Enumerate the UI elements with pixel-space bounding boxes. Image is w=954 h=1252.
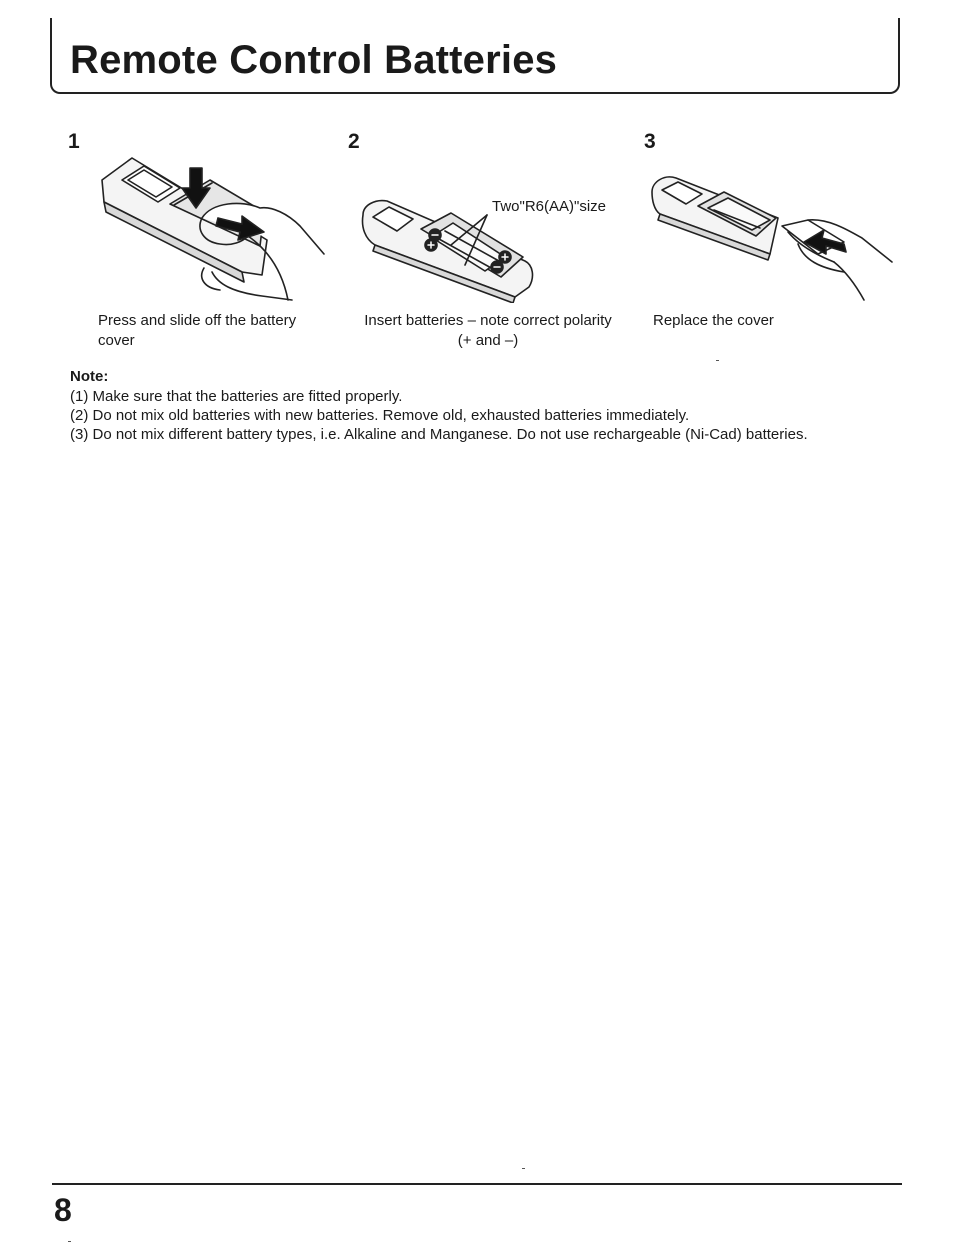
page-title: Remote Control Batteries [70, 38, 558, 82]
battery-size-callout: Two"R6(AA)"size [492, 198, 607, 215]
footer-rule [52, 1183, 902, 1185]
note-list [70, 387, 808, 444]
note-item-3: (3) Do not mix different battery types, i.e. Alkaline and Manganese. Do not use rechargeable (Ni-Cad) batteries. [70, 426, 808, 443]
step-1-caption-line-2: cover [98, 332, 135, 349]
remote-replace-cover-illustration [648, 170, 893, 304]
remote-open-cover-illustration [92, 150, 328, 305]
step-1-caption [98, 311, 296, 351]
step-2-caption [355, 311, 621, 351]
step-1-caption-line-1: Press and slide off the battery [98, 312, 297, 329]
page-number: 8 [54, 1192, 72, 1228]
scan-speck [68, 1241, 71, 1242]
note-heading: Note: [70, 368, 109, 385]
step-2-number: 2 [348, 130, 360, 153]
note-item-2: (2) Do not mix old batteries with new batteries. Remove old, exhausted batteries immediately. [70, 407, 690, 424]
step-3-caption-line-1: Replace the cover [653, 312, 774, 329]
step-3-number: 3 [644, 130, 656, 153]
step-2-caption-line-2: (+ and –) [457, 332, 519, 349]
step-2-caption-line-1: Insert batteries – note correct polarity [364, 312, 612, 329]
scan-speck [716, 360, 719, 361]
step-3-caption [653, 311, 774, 331]
scan-speck [522, 1168, 525, 1169]
step-1-number: 1 [68, 130, 80, 153]
note-item-1: (1) Make sure that the batteries are fitted properly. [70, 388, 403, 405]
